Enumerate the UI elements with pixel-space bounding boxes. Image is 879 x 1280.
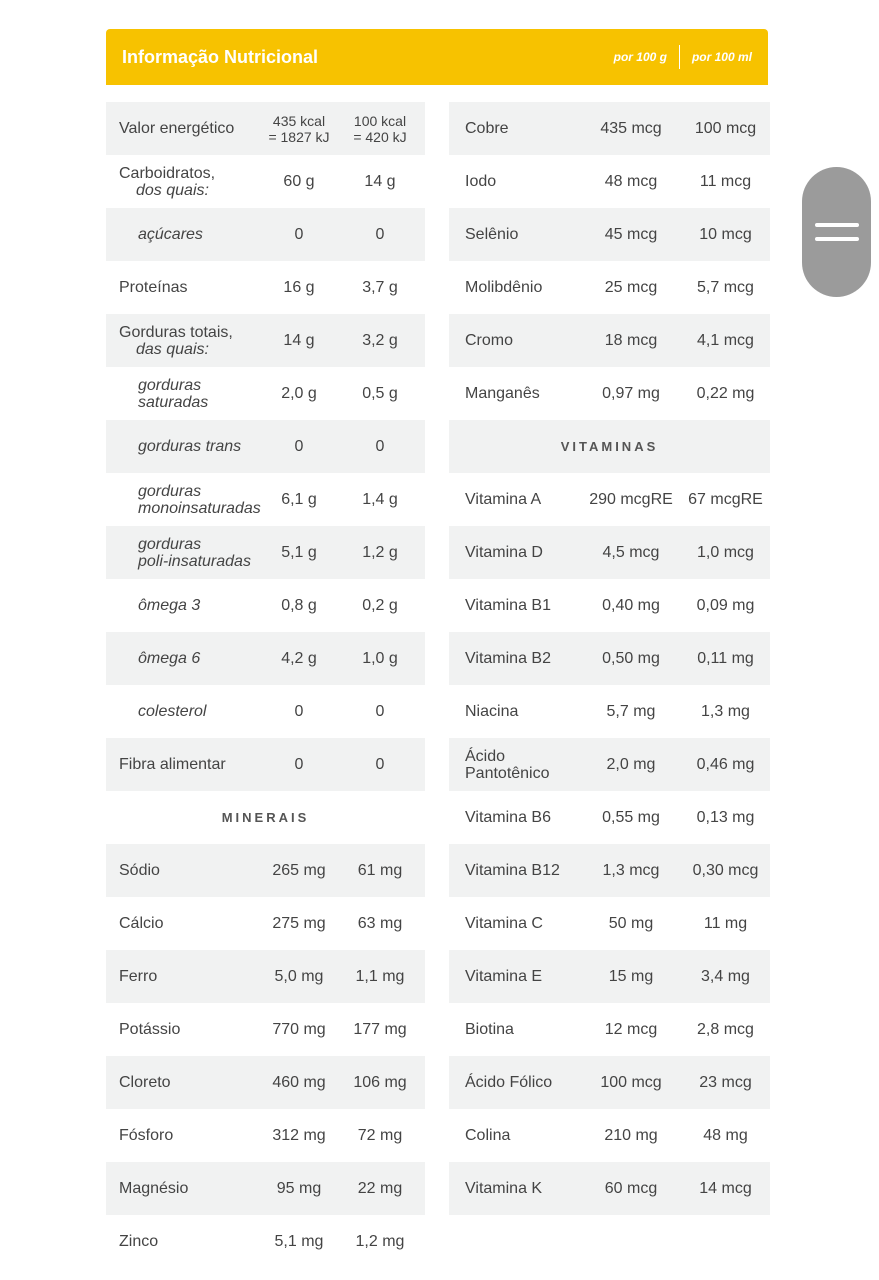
value-per-100ml: 14 mcg [699, 1179, 752, 1197]
value-per-100g: 45 mcg [604, 225, 658, 243]
value-per-100ml: 0,46 mg [696, 755, 755, 773]
value-per-100ml: 4,1 mcg [697, 331, 754, 349]
section-heading: MINERAIS [221, 810, 310, 825]
nutrient-name [449, 1127, 581, 1144]
nutrient-name [106, 324, 263, 358]
value-per-100ml: 1,2 mg [355, 1232, 405, 1250]
nutrient-row [106, 208, 425, 261]
value-per-100g: 18 mcg [604, 331, 658, 349]
nutrient-row [106, 367, 425, 420]
value-per-100g: 460 mg [272, 1073, 326, 1091]
nutrient-label: Carboidratos, [119, 164, 216, 182]
value-per-100g: 435 kcal = 1827 kJ [268, 112, 330, 145]
nutrient-row [449, 1003, 770, 1056]
nutrient-name [449, 332, 581, 349]
nutrient-name [106, 1021, 263, 1038]
value-per-100g: 312 mg [272, 1126, 326, 1144]
nutrient-name [449, 915, 581, 932]
value-per-100ml: 0,5 g [362, 384, 398, 402]
nutrient-row [106, 579, 425, 632]
nutrient-name [106, 377, 263, 411]
value-per-100g: 0,55 mg [602, 808, 660, 826]
nutrient-label: Vitamina E [465, 968, 543, 985]
per-100g-label: por 100 g [613, 50, 667, 64]
nutrient-name [106, 756, 263, 773]
value-per-100g: 265 mg [272, 861, 326, 879]
value-per-100g: 0 [294, 437, 304, 455]
nutrient-name [106, 438, 263, 455]
nutrient-qualifier: das quais: [136, 340, 209, 358]
nutrient-label: gorduras poli-insaturadas [138, 535, 251, 570]
nutrient-label: Vitamina K [465, 1180, 543, 1197]
nutrient-name [106, 1180, 263, 1197]
nutrient-row [449, 897, 770, 950]
value-per-100g: 15 mg [608, 967, 654, 985]
value-per-100g: 0,97 mg [602, 384, 660, 402]
value-per-100g: 0 [294, 225, 304, 243]
section-heading: VITAMINAS [449, 420, 770, 473]
nutrient-name [449, 968, 581, 985]
menu-icon-bar [815, 237, 859, 241]
value-per-100ml: 1,4 g [362, 490, 398, 508]
value-per-100g: 210 mg [604, 1126, 658, 1144]
nutrient-name [106, 968, 263, 985]
nutrient-name [106, 226, 263, 243]
nutrient-label: Cobre [465, 120, 509, 137]
nutrient-label: açúcares [138, 226, 203, 243]
nutrient-name [106, 279, 263, 296]
value-per-100ml: 2,8 mcg [697, 1020, 754, 1038]
value-per-100g: 0,50 mg [602, 649, 660, 667]
nutrient-row [449, 208, 770, 261]
value-per-100g: 0 [294, 702, 304, 720]
nutrition-title: Informação Nutricional [122, 46, 319, 67]
value-per-100g: 0,8 g [281, 596, 317, 614]
nutrient-label: gorduras saturadas [138, 376, 209, 411]
menu-icon [815, 223, 859, 227]
value-per-100g: 770 mg [272, 1020, 326, 1038]
nutrient-label: Valor energético [119, 120, 235, 137]
nutrient-name [449, 1180, 581, 1197]
nutrient-row [449, 844, 770, 897]
value-per-100ml: 10 mcg [699, 225, 752, 243]
value-per-100g: 2,0 mg [606, 755, 656, 773]
nutrient-row [106, 1109, 425, 1162]
value-per-100ml: 48 mg [703, 1126, 748, 1144]
value-per-100ml: 1,2 g [362, 543, 398, 561]
value-per-100g: 95 mg [276, 1179, 322, 1197]
nutrient-label: Cálcio [119, 915, 164, 932]
value-per-100ml: 106 mg [353, 1073, 407, 1091]
nutrient-name [106, 120, 263, 137]
nutrient-label: Vitamina B12 [465, 862, 560, 879]
value-per-100ml: 100 kcal = 420 kJ [353, 112, 407, 145]
value-per-100g: 14 g [283, 331, 315, 349]
value-per-100g: 48 mcg [604, 172, 658, 190]
nutrient-row [106, 1162, 425, 1215]
nutrient-label: Vitamina B2 [465, 650, 551, 667]
header-divider [679, 45, 680, 69]
value-per-100ml: 67 mcgRE [688, 490, 763, 508]
nutrient-row [106, 844, 425, 897]
nutrient-label: Iodo [465, 173, 497, 190]
value-per-100ml: 1,0 g [362, 649, 398, 667]
nutrient-row [106, 738, 425, 791]
nutrient-row [449, 950, 770, 1003]
nutrient-label: Vitamina B1 [465, 597, 551, 614]
nutrient-label: Vitamina A [465, 491, 542, 508]
nutrient-label: Manganês [465, 385, 540, 402]
value-per-100g: 0 [294, 755, 304, 773]
nutrient-name [449, 703, 581, 720]
value-per-100ml: 0 [375, 702, 385, 720]
nutrient-label: Selênio [465, 226, 519, 243]
nutrient-name [449, 385, 581, 402]
value-per-100g: 1,3 mcg [602, 861, 660, 879]
nutrient-row [449, 155, 770, 208]
nutrient-name [106, 703, 263, 720]
nutrient-row [449, 632, 770, 685]
nutrient-row [449, 1056, 770, 1109]
value-per-100ml: 100 mcg [694, 119, 757, 137]
per-100ml-label: por 100 ml [691, 50, 752, 64]
nutrient-name [106, 165, 263, 199]
nutrient-row [449, 314, 770, 367]
nutrient-row [449, 791, 770, 844]
value-per-100g: 60 g [283, 172, 315, 190]
nutrient-label: Zinco [119, 1233, 159, 1250]
nutrient-name [106, 1074, 263, 1091]
value-per-100ml: 1,0 mcg [697, 543, 754, 561]
value-per-100ml: 0,11 mg [697, 649, 754, 667]
nutrient-row [449, 579, 770, 632]
nutrient-name [449, 1074, 581, 1091]
nutrient-label: Vitamina D [465, 544, 543, 561]
nutrient-label: Cloreto [119, 1074, 171, 1091]
nutrient-row [106, 897, 425, 950]
nutrient-label: Sódio [119, 862, 160, 879]
value-per-100g: 0,40 mg [602, 596, 660, 614]
nutrient-name [106, 650, 263, 667]
nutrient-label: Molibdênio [465, 279, 543, 296]
nutrient-name [449, 226, 581, 243]
nutrient-row [449, 685, 770, 738]
nutrient-label: Ácido Pantotênico [465, 747, 550, 782]
nutrient-label: gorduras monoinsaturadas [138, 482, 261, 517]
nutrient-label: Vitamina C [465, 915, 543, 932]
value-per-100g: 5,1 mg [274, 1232, 324, 1250]
value-per-100ml: 0,2 g [362, 596, 398, 614]
value-per-100g: 16 g [283, 278, 315, 296]
nutrient-row [106, 102, 425, 155]
value-per-100ml: 0 [375, 437, 385, 455]
nutrient-name [449, 279, 581, 296]
value-per-100ml: 177 mg [353, 1020, 407, 1038]
value-per-100ml: 14 g [364, 172, 396, 190]
value-per-100ml: 1,1 mg [355, 967, 405, 985]
nutrient-row [106, 473, 425, 526]
value-per-100ml: 0,09 mg [696, 596, 755, 614]
value-per-100ml: 23 mcg [699, 1073, 752, 1091]
nutrient-row [449, 738, 770, 791]
nutrient-name [449, 173, 581, 190]
nutrient-name [106, 536, 263, 570]
nutrient-row [106, 420, 425, 473]
nutrient-qualifier: dos quais: [136, 181, 209, 199]
value-per-100ml: 1,3 mg [701, 702, 750, 720]
nutrient-label: Cromo [465, 332, 514, 349]
nutrient-name [449, 120, 581, 137]
nutrient-row [106, 261, 425, 314]
value-per-100ml: 11 mg [703, 914, 748, 932]
value-per-100ml: 72 mg [357, 1126, 403, 1144]
nutrient-row [106, 155, 425, 208]
value-per-100ml: 3,7 g [362, 278, 398, 296]
nutrient-row [449, 526, 770, 579]
value-per-100g: 25 mcg [604, 278, 658, 296]
nutrient-label: ômega 3 [138, 597, 201, 614]
nutrient-row [106, 526, 425, 579]
value-per-100ml: 63 mg [357, 914, 403, 932]
value-per-100g: 4,2 g [281, 649, 317, 667]
nutrient-name [449, 1021, 581, 1038]
value-per-100g: 5,0 mg [274, 967, 324, 985]
nutrient-name [449, 650, 581, 667]
nutrient-row [449, 102, 770, 155]
nutrient-label: Biotina [465, 1021, 514, 1038]
value-per-100ml: 11 mcg [699, 172, 752, 190]
nutrient-row [106, 1003, 425, 1056]
nutrient-name [106, 862, 263, 879]
value-per-100ml: 0 [375, 755, 385, 773]
nutrient-row [106, 1215, 425, 1268]
value-per-100ml: 0 [375, 225, 385, 243]
value-per-100g: 290 mcgRE [589, 490, 673, 508]
nutrient-label: Ácido Fólico [465, 1074, 553, 1091]
nutrient-label: Ferro [119, 968, 158, 985]
value-per-100g: 50 mg [608, 914, 654, 932]
nutrient-name [449, 748, 581, 782]
nutrient-row [106, 314, 425, 367]
nutrient-row [449, 261, 770, 314]
nutrient-label: colesterol [138, 703, 207, 720]
menu-button[interactable] [802, 167, 871, 297]
nutrient-name [449, 597, 581, 614]
nutrient-label: ômega 6 [138, 650, 201, 667]
value-per-100g: 60 mcg [604, 1179, 658, 1197]
value-per-100g: 4,5 mcg [602, 543, 660, 561]
nutrient-name [449, 544, 581, 561]
nutrient-label: Gorduras totais, [119, 323, 233, 341]
value-per-100ml: 22 mg [357, 1179, 403, 1197]
nutrient-row [449, 367, 770, 420]
nutrition-table-left [106, 102, 425, 1268]
nutrient-name [106, 1127, 263, 1144]
nutrient-row [106, 1056, 425, 1109]
nutrient-label: Vitamina B6 [465, 809, 551, 826]
value-per-100g: 100 mcg [600, 1073, 662, 1091]
value-per-100g: 12 mcg [604, 1020, 658, 1038]
nutrient-name [449, 862, 581, 879]
nutrient-label: Fósforo [119, 1127, 174, 1144]
value-per-100g: 275 mg [272, 914, 326, 932]
nutrient-label: gorduras trans [138, 438, 242, 455]
nutrient-label: Colina [465, 1127, 511, 1144]
nutrient-row [106, 950, 425, 1003]
nutrient-row [449, 1109, 770, 1162]
value-per-100ml: 0,22 mg [696, 384, 755, 402]
nutrition-header [106, 29, 768, 85]
nutrient-label: Fibra alimentar [119, 756, 226, 773]
value-per-100ml: 0,30 mcg [692, 861, 759, 879]
nutrient-name [106, 483, 263, 517]
nutrient-name [449, 491, 581, 508]
value-per-100ml: 3,2 g [362, 331, 398, 349]
value-per-100g: 6,1 g [281, 490, 317, 508]
value-per-100ml: 3,4 mg [701, 967, 750, 985]
nutrient-row [106, 685, 425, 738]
nutrient-row [449, 473, 770, 526]
nutrient-label: Proteínas [119, 279, 188, 296]
value-per-100g: 5,1 g [281, 543, 317, 561]
nutrient-name [106, 915, 263, 932]
nutrition-table-right [449, 102, 770, 1215]
value-per-100g: 5,7 mg [606, 702, 656, 720]
value-per-100ml: 5,7 mcg [697, 278, 754, 296]
nutrient-name [106, 1233, 263, 1250]
value-per-100ml: 0,13 mg [696, 808, 755, 826]
nutrient-row [106, 632, 425, 685]
nutrient-row [449, 1162, 770, 1215]
nutrient-name [106, 597, 263, 614]
value-per-100g: 2,0 g [281, 384, 317, 402]
value-per-100g: 435 mcg [600, 119, 662, 137]
nutrient-label: Niacina [465, 703, 519, 720]
nutrient-label: Magnésio [119, 1180, 189, 1197]
nutrient-name [449, 809, 581, 826]
value-per-100ml: 61 mg [357, 861, 403, 879]
nutrient-label: Potássio [119, 1021, 181, 1038]
